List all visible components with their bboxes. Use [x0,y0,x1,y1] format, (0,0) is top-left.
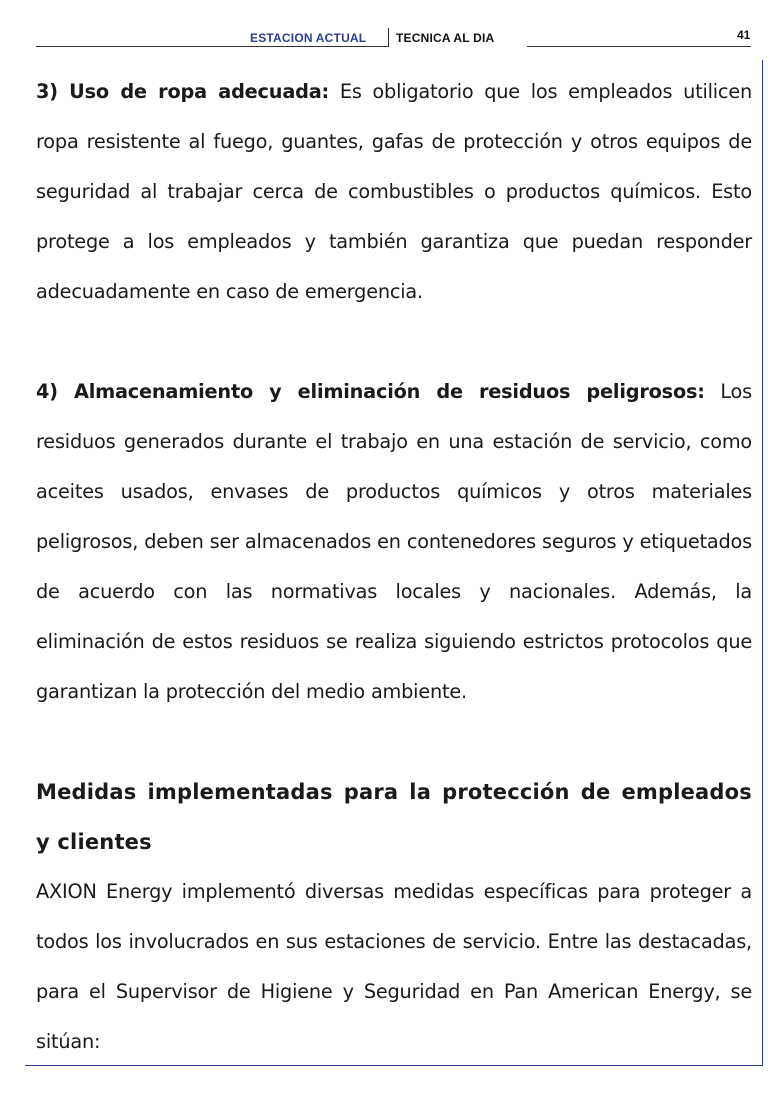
item-3-title: 3) Uso de ropa adecuada: [36,80,330,103]
section-topic: TECNICA AL DIA [396,31,495,45]
section-heading: Medidas implementadas para la protección de empleados y clientes [36,780,752,854]
item-4-title: 4) Almacenamiento y eliminación de residuos peligrosos: [36,380,705,403]
header-divider [388,28,389,47]
page-number: 41 [737,28,751,42]
paragraph-gap [36,317,752,367]
page-header [0,0,779,60]
paragraph-gap [36,717,752,767]
header-rule-left [36,46,388,47]
item-3-text: Es obligatorio que los empleados utilicen ropa resistente al fuego, guantes, gafas de protección y otros equipos de seguridad al trabajar cerca de combustibles o productos químicos. Esto protege a los empleados y también garantiza que puedan responder adecuadamente en caso de emergencia. [36,80,753,303]
paragraph-item-3 [36,67,752,317]
paragraph-closing: AXION Energy implementó diversas medidas específicas para proteger a todos los involucrados en sus estaciones de servicio. Entre las destacadas, para el Supervisor de Higiene y Seguridad en Pan American Energy, se sitúan: [36,880,752,1053]
header-rule-right [527,46,751,47]
article-body [36,67,752,1067]
paragraph-item-4 [36,367,752,717]
section-name: ESTACION ACTUAL [250,31,367,45]
item-4-text: Los residuos generados durante el trabajo en una estación de servicio, como aceites usados, envases de productos químicos y otros materiales peligrosos, deben ser almacenados en contenedores seguros y etiquetados de acuerdo con las normativas locales y nacionales. Además, la eliminación de estos residuos se realiza siguiendo estrictos protocolos que garantizan la protección del medio ambiente. [36,380,752,703]
